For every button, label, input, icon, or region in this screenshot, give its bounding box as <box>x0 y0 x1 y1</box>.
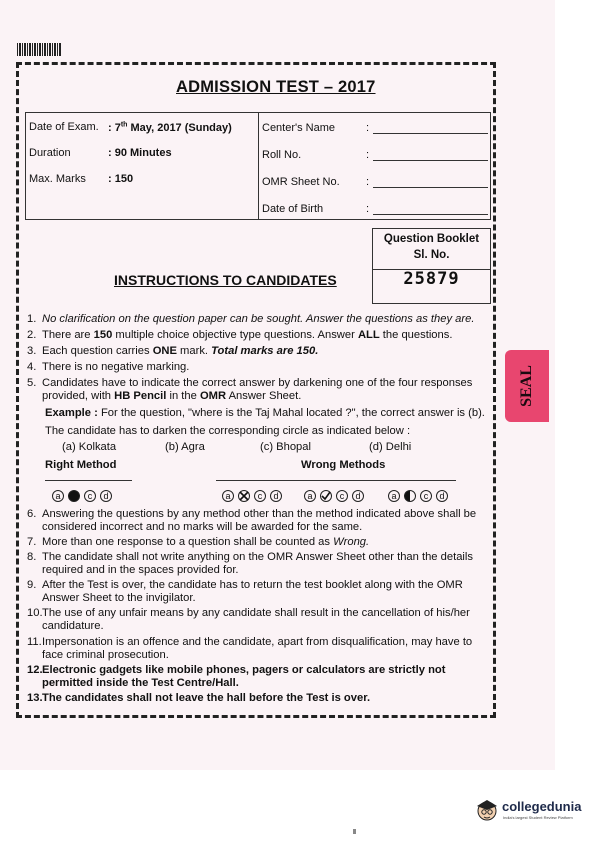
darken-instruction: The candidate has to darken the corresponding circle as indicated below : <box>45 425 411 437</box>
bubble-b-ticked <box>320 490 332 502</box>
option-b: (b) Agra <box>165 441 205 453</box>
instruction-11: 11. Impersonation is an offence and the candidate, apart from disqualification, may have to face criminal prosecution. <box>27 636 473 662</box>
duration-label: Duration <box>29 147 71 159</box>
date-of-exam-label: Date of Exam. <box>29 121 99 133</box>
brand-logo-text: collegedunia <box>502 799 582 814</box>
bubble-a: a <box>222 490 234 502</box>
wrong-methods-label: Wrong Methods <box>301 459 386 471</box>
instruction-1: 1. No clarification on the question paper can be sought. Answer the questions as they are. <box>27 313 475 325</box>
instruction-13: 13. The candidates shall not leave the hall before the Test is over. <box>27 692 371 704</box>
date-of-exam-value: : 7th May, 2017 (Sunday) <box>108 121 232 134</box>
stray-mark <box>353 829 356 834</box>
roll-no-colon: : <box>366 149 370 161</box>
bubble-c: c <box>420 490 432 502</box>
center-name-label: Center's Name <box>262 122 336 134</box>
bubble-a: a <box>52 490 64 502</box>
option-d: (d) Delhi <box>369 441 412 453</box>
barcode <box>17 43 61 56</box>
instruction-2: 2. There are 150 multiple choice objective type questions. Answer ALL the questions. <box>27 329 453 341</box>
duration-value: : 90 Minutes <box>108 147 172 159</box>
max-marks-value: : 150 <box>108 173 134 185</box>
roll-no-field[interactable] <box>373 160 488 161</box>
bubble-b-filled <box>68 490 80 502</box>
bubble-a: a <box>388 490 400 502</box>
tick-mark-icon <box>321 491 331 501</box>
cross-mark-icon <box>239 491 249 501</box>
bubble-d: d <box>436 490 448 502</box>
bubble-b-half-filled <box>404 490 416 502</box>
date-of-birth-colon: : <box>366 203 370 215</box>
max-marks-label: Max. Marks <box>29 173 86 185</box>
booklet-serial-number: 25879 <box>403 269 460 289</box>
question-booklet-box <box>372 228 491 304</box>
instruction-12: 12. Electronic gadgets like mobile phones, pagers or calculators are strictly not permitted inside the Test Centre/Hall. <box>27 664 446 690</box>
bubble-c: c <box>336 490 348 502</box>
instruction-8: 8. The candidate shall not write anything on the OMR Answer Sheet other than the details required and in the spaces provided for. <box>27 551 473 577</box>
wrong-methods-underline <box>216 480 456 481</box>
page-title: ADMISSION TEST – 2017 <box>176 78 376 96</box>
instructions-heading: INSTRUCTIONS TO CANDIDATES <box>114 272 337 288</box>
bubble-d: d <box>270 490 282 502</box>
roll-no-label: Roll No. <box>262 149 302 161</box>
center-name-field[interactable] <box>373 133 488 134</box>
bubble-d: d <box>352 490 364 502</box>
example-line: Example : For the question, "where is the Taj Mahal located ?", the correct answer is (b). <box>45 407 485 419</box>
option-a: (a) Kolkata <box>62 441 117 453</box>
right-method-label: Right Method <box>45 459 117 471</box>
instruction-7: 7. More than one response to a question shall be counted as Wrong. <box>27 536 370 548</box>
center-name-colon: : <box>366 122 370 134</box>
bubble-c: c <box>254 490 266 502</box>
instruction-9: 9. After the Test is over, the candidate has to return the test booklet along with the OMR Answer Sheet to the invigilator. <box>27 579 463 605</box>
instruction-6: 6. Answering the questions by any method other than the method indicated above shall be considered incorrect and no marks will be awarded for the same. <box>27 508 477 534</box>
date-of-birth-label: Date of Birth <box>262 203 324 215</box>
omr-sheet-field[interactable] <box>373 187 488 188</box>
instruction-5: 5. Candidates have to indicate the correct answer by darkening one of the four responses provided, with HB Pencil in the OMR Answer Sheet. <box>27 377 473 403</box>
info-divider <box>258 113 259 219</box>
brand-tagline: India's largest Student Review Platform <box>503 815 573 820</box>
bubble-a: a <box>304 490 316 502</box>
bubble-b-crossed <box>238 490 250 502</box>
student-avatar-icon <box>474 797 500 823</box>
bubble-c: c <box>84 490 96 502</box>
instruction-10: 10. The use of any unfair means by any candidate shall result in the cancellation of his/her candidature. <box>27 607 470 633</box>
instruction-3: 3. Each question carries ONE mark. Total marks are 150. <box>27 345 319 357</box>
booklet-header: Question Booklet Sl. No. <box>373 229 490 270</box>
right-method-underline <box>45 480 132 481</box>
omr-sheet-label: OMR Sheet No. <box>262 176 340 188</box>
bubble-d: d <box>100 490 112 502</box>
seal-tab: SEAL <box>505 350 549 422</box>
instruction-4: 4. There is no negative marking. <box>27 361 190 373</box>
option-c: (c) Bhopal <box>260 441 311 453</box>
omr-sheet-colon: : <box>366 176 370 188</box>
date-of-birth-field[interactable] <box>373 214 488 215</box>
